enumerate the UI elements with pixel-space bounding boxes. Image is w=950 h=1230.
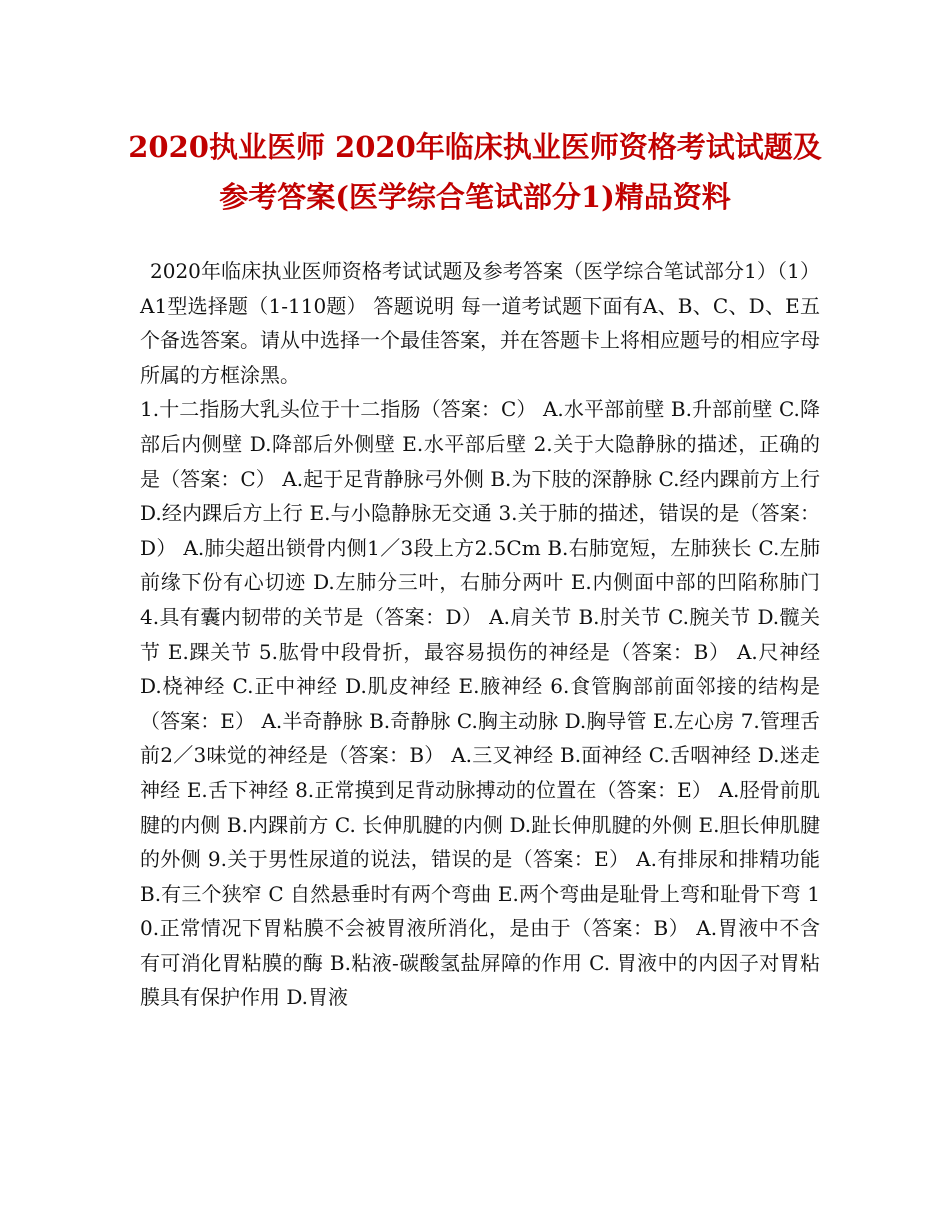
document-title: 2020执业医师 2020年临床执业医师资格考试试题及参考答案(医学综合笔试部分1)精品资料 <box>128 130 822 214</box>
document-body <box>140 254 820 1015</box>
intro-paragraph: 2020年临床执业医师资格考试试题及参考答案（医学综合笔试部分1）（1） A1型选择题（1-110题） 答题说明 每一道考试题下面有A、B、C、D、E五个备选答案。请从中选择一个最佳答案，并在答题卡上将相应题号的相应字母所属的方框涂黑。 <box>140 259 820 387</box>
questions-paragraph: 1.十二指肠大乳头位于十二指肠（答案：C） A.水平部前壁 B.升部前壁 C.降部后内侧壁 D.降部后外侧壁 E.水平部后壁 2.关于大隐静脉的描述，正确的是（答案：C） A.起于足背静脉弓外侧 B.为下肢的深静脉 C.经内踝前方上行 D.经内踝后方上行 E.与小隐静脉无交通 3.关于肺的描述，错误的是（答案：D） A.肺尖超出锁骨内侧1／3段上方2.5Cm B.右肺宽短，左肺狭长 C.左肺前缘下份有心切迹 D.左肺分三叶，右肺分两叶 E.内侧面中部的凹陷称肺门 4.具有囊内韧带的关节是（答案：D） A.肩关节 B.肘关节 C.腕关节 D.髋关节 E.踝关节 5.肱骨中段骨折，最容易损伤的神经是（答案：B） A.尺神经 D.桡神经 C.正中神经 D.肌皮神经 E.腋神经 6.食管胸部前面邻接的结构是（答案：E） A.半奇静脉 B.奇静脉 C.胸主动脉 D.胸导管 E.左心房 7.管理舌前2／3味觉的神经是（答案：B） A.三叉神经 B.面神经 C.舌咽神经 D.迷走神经 E.舌下神经 8.正常摸到足背动脉搏动的位置在（答案：E） A.胫骨前肌腱的内侧 B.内踝前方 C. 长伸肌腱的内侧 D.趾长伸肌腱的外侧 E.胆长伸肌腱的外侧 9.关于男性尿道的说法，错误的是（答案：E） A.有排尿和排精功能 B.有三个狭窄 C 自然悬垂时有两个弯曲 E.两个弯曲是耻骨上弯和耻骨下弯 10.正常情况下胃粘膜不会被胃液所消化，是由于（答案：B） A.胃液中不含有可消化胃粘膜的酶 B.粘液-碳酸氢盐屏障的作用 C. 胃液中的内因子对胃粘膜具有保护作用 D.胃液 <box>140 397 820 1010</box>
